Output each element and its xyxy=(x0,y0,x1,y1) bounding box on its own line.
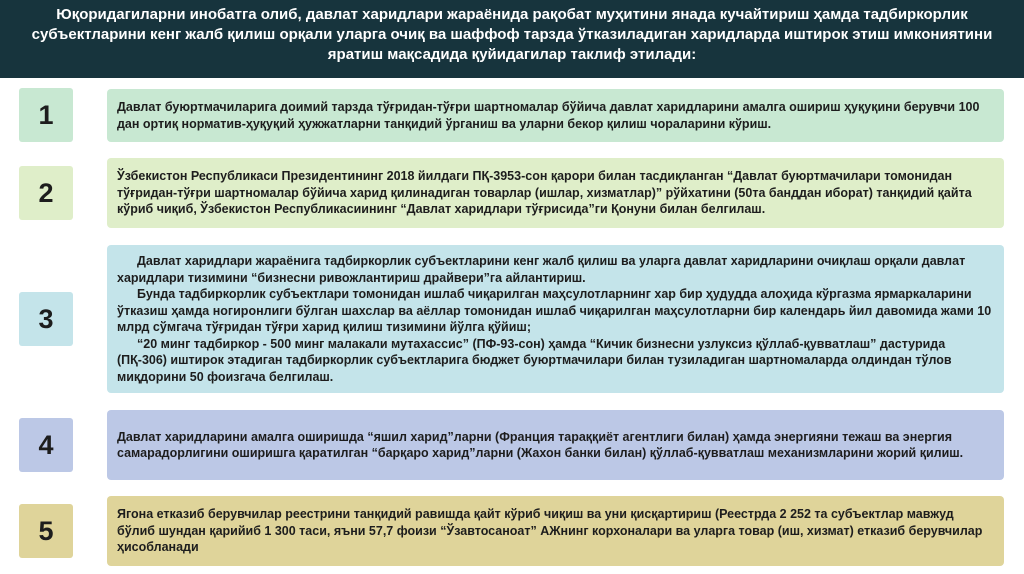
item-5-paragraph: Ягона етказиб берувчилар реестрини танқидий равишда қайт кўриб чиқиш ва уни қисқартириш (Реестрда 2 252 та субъектлар мавжуд бўлиб шундан қарийиб 1 300 таси, яъни 57,7 фоизи “Ўзавтосаноат” АЖнинг корхоналари ва уларга товар (иш, хизмат) етказиб берувчилар ҳисобланади xyxy=(117,507,983,555)
item-text-3 xyxy=(107,245,1004,393)
item-text-1 xyxy=(107,89,1004,142)
item-number-2: 2 xyxy=(19,166,73,220)
item-text-2 xyxy=(107,158,1004,228)
item-2-paragraph: Ўзбекистон Республикаси Президентининг 2018 йилдаги ПҚ-3953-сон қарори билан тасдиқланган “Давлат буюртмачилари томонидан тўғридан-тўғри шартномалар бўйича харид қилинадиган товарлар (ишлар, хизматлар)” рўйхатини (50та банддан иборат) танқидий қайта кўриб чиқиб, Ўзбекистон Республикасиининг “Давлат харидлари тўғрисида”ги Қонуни билан белгилаш. xyxy=(117,169,972,217)
page-title: Юқоридагиларни инобатга олиб, давлат харидлари жараёнида рақобат муҳитини янада кучайтириш ҳамда тадбиркорлик субъектларини кенг жалб қилиш орқали уларга очиқ ва шаффоф тарзда ўтказиладиган харидларда иштирок этиш имкониятини яратиш мақсадида қуйидагилар таклиф этилади: xyxy=(31,6,993,63)
item-text-4 xyxy=(107,410,1004,480)
page-header xyxy=(0,0,1024,78)
item-number-5: 5 xyxy=(19,504,73,558)
item-number-3: 3 xyxy=(19,292,73,346)
item-4-paragraph: Давлат харидларини амалга оширишда “яшил харид”ларни (Франция тараққиёт агентлиги билан) ҳамда энергияни тежаш ва энергия самарадорлигини оширишга қаратилган “барқаро харид”ларни (Жахон банки билан) қўллаб-қувватлаш механизмларини жорий қилиш. xyxy=(117,429,964,460)
item-3-paragraph-1: Давлат харидлари жараёнига тадбиркорлик субъектларини кенг жалб қилиш ва уларга давлат харидларини очиқлаш орқали давлат харидлари тизимини “бизнесни ривожлантириш драйвери”га айлантириш. xyxy=(117,254,966,285)
item-text-5 xyxy=(107,496,1004,566)
item-number-1: 1 xyxy=(19,88,73,142)
item-3-paragraph-3: “20 минг тадбиркор - 500 минг малакали мутахассис” (ПФ-93-сон) ҳамда “Кичик бизнесни узлуксиз қўллаб-қувватлаш” дастурида (ПҚ-306) иштирок этадиган тадбиркорлик субъектларига бюджет буюртмачилари билан тузиладиган шартномаларда олдиндан тўлов миқдорини 50 фоизгача белгилаш. xyxy=(117,336,952,384)
item-number-4: 4 xyxy=(19,418,73,472)
item-3-paragraph-2: Бунда тадбиркорлик субъектлари томонидан ишлаб чиқарилган маҳсулотларнинг хар бир ҳудудда алоҳида кўргазма ярмаркаларини ўтказиш ҳамда ногиронлиги бўлган шахслар ва аёллар томонидан ишлаб чиқарилган маҳсулотларни бир календарь йил давомида жами 10 млрд сўмгача тўғридан тўғри харид қилиш тизимини йўлга қўйиш; xyxy=(117,287,992,334)
item-1-paragraph: Давлат буюртмачиларига доимий тарзда тўғридан-тўғри шартномалар бўйича давлат харидларини амалга ошириш ҳуқуқини берувчи 100 дан ортиқ норматив-ҳуқуқий ҳужжатларни танқидий ўрганиш ва уларни бекор қилиш чораларини кўриш. xyxy=(117,100,980,131)
